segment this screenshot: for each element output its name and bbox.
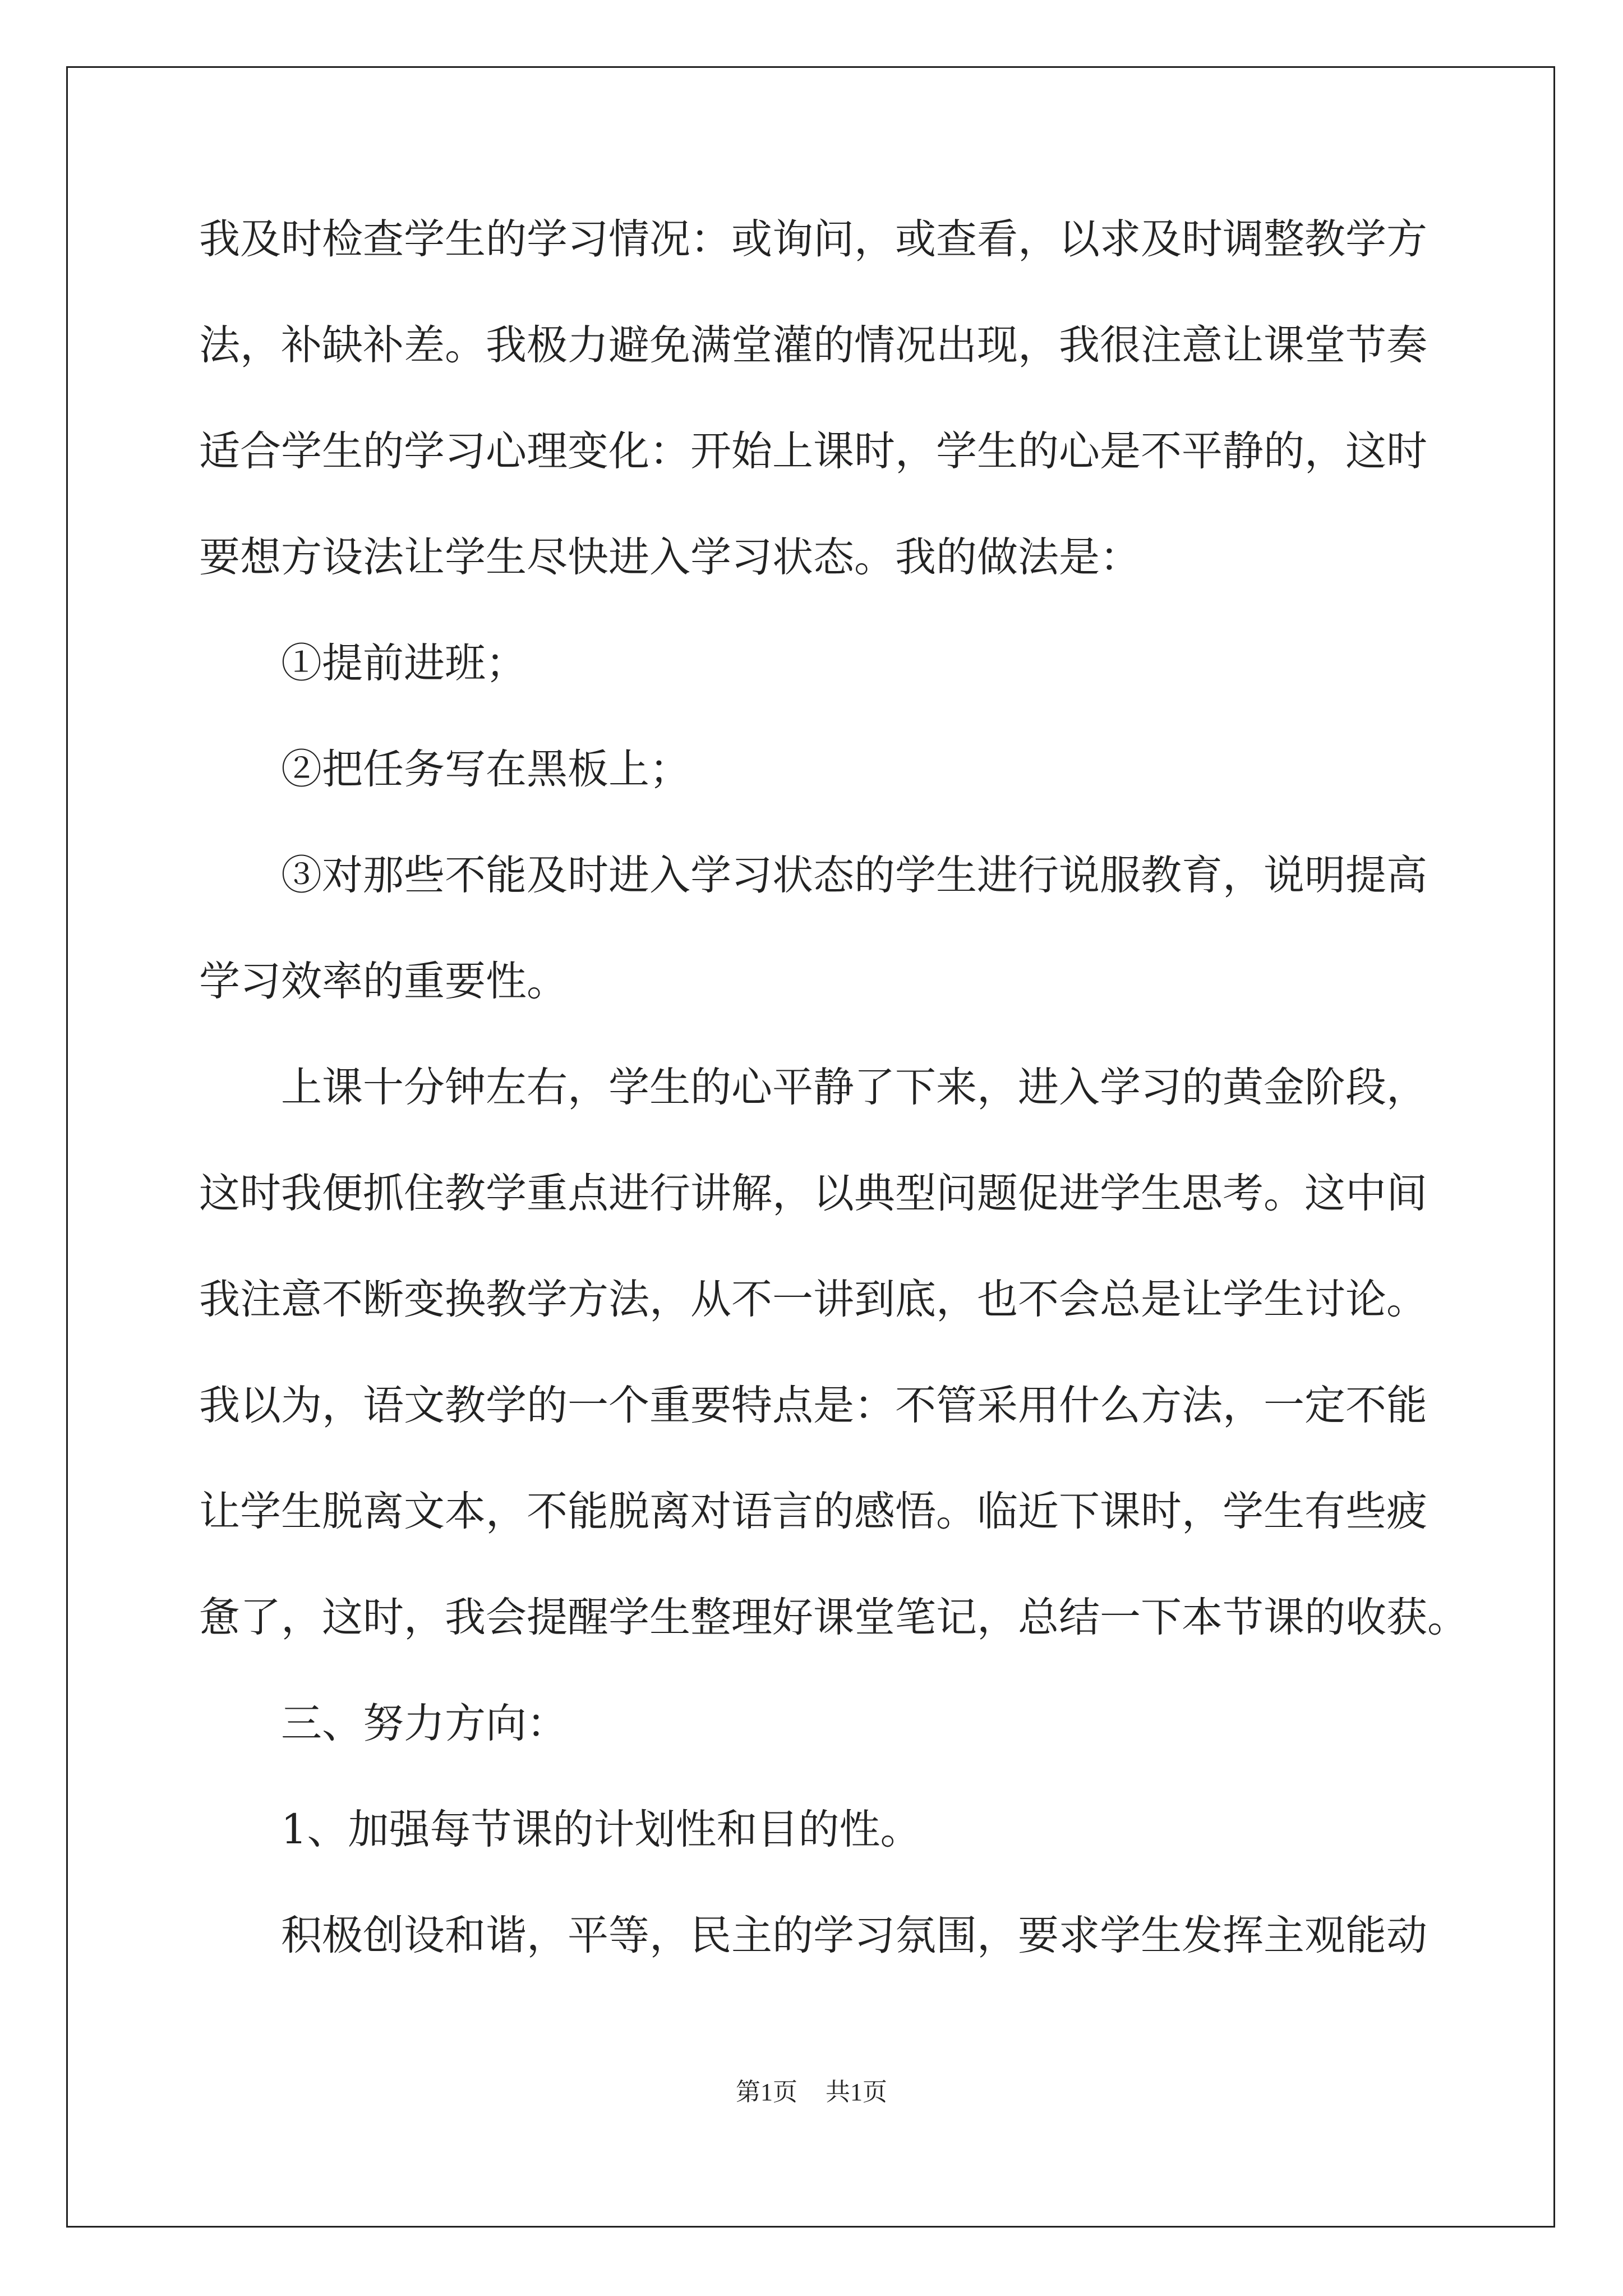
text-line: 这时我便抓住教学重点进行讲解，以典型问题促进学生思考。这中间 [199,1170,1427,1217]
text-line: 惫了，这时，我会提醒学生整理好课堂笔记，总结一下本节课的收获。 [199,1594,1468,1641]
section-heading: 三、努力方向： [281,1700,568,1747]
subsection-heading: 1、加强每节课的计划性和目的性。 [281,1806,921,1853]
paragraph-start: 积极创设和谐，平等，民主的学习氛围，要求学生发挥主观能动 [281,1912,1427,1959]
page-footer [0,2078,1623,2106]
list-item-1: ①提前进班； [281,639,527,687]
text-line: 我及时检查学生的学习情况：或询问，或查看，以求及时调整教学方 [199,215,1427,263]
page-total: 共1页 [826,2078,887,2106]
list-item-3: ③对那些不能及时进入学习状态的学生进行说服教育，说明提高 [281,852,1427,899]
text-line: 我以为，语文教学的一个重要特点是：不管采用什么方法，一定不能 [199,1382,1427,1429]
document-body [199,215,1468,2021]
list-item-2: ②把任务写在黑板上； [281,746,690,793]
paragraph-start: 上课十分钟左右，学生的心平静了下来，进入学习的黄金阶段， [281,1064,1427,1111]
text-line: 适合学生的学习心理变化：开始上课时，学生的心是不平静的，这时 [199,427,1427,475]
text-line: 法，补缺补差。我极力避免满堂灌的情况出现，我很注意让课堂节奏 [199,321,1427,369]
text-line: 我注意不断变换教学方法，从不一讲到底，也不会总是让学生讨论。 [199,1276,1427,1323]
text-line: 学习效率的重要性。 [199,958,568,1005]
page-number: 第1页 [736,2078,797,2106]
text-line: 让学生脱离文本，不能脱离对语言的感悟。临近下课时，学生有些疲 [199,1488,1427,1535]
text-line: 要想方设法让学生尽快进入学习状态。我的做法是： [199,533,1141,581]
